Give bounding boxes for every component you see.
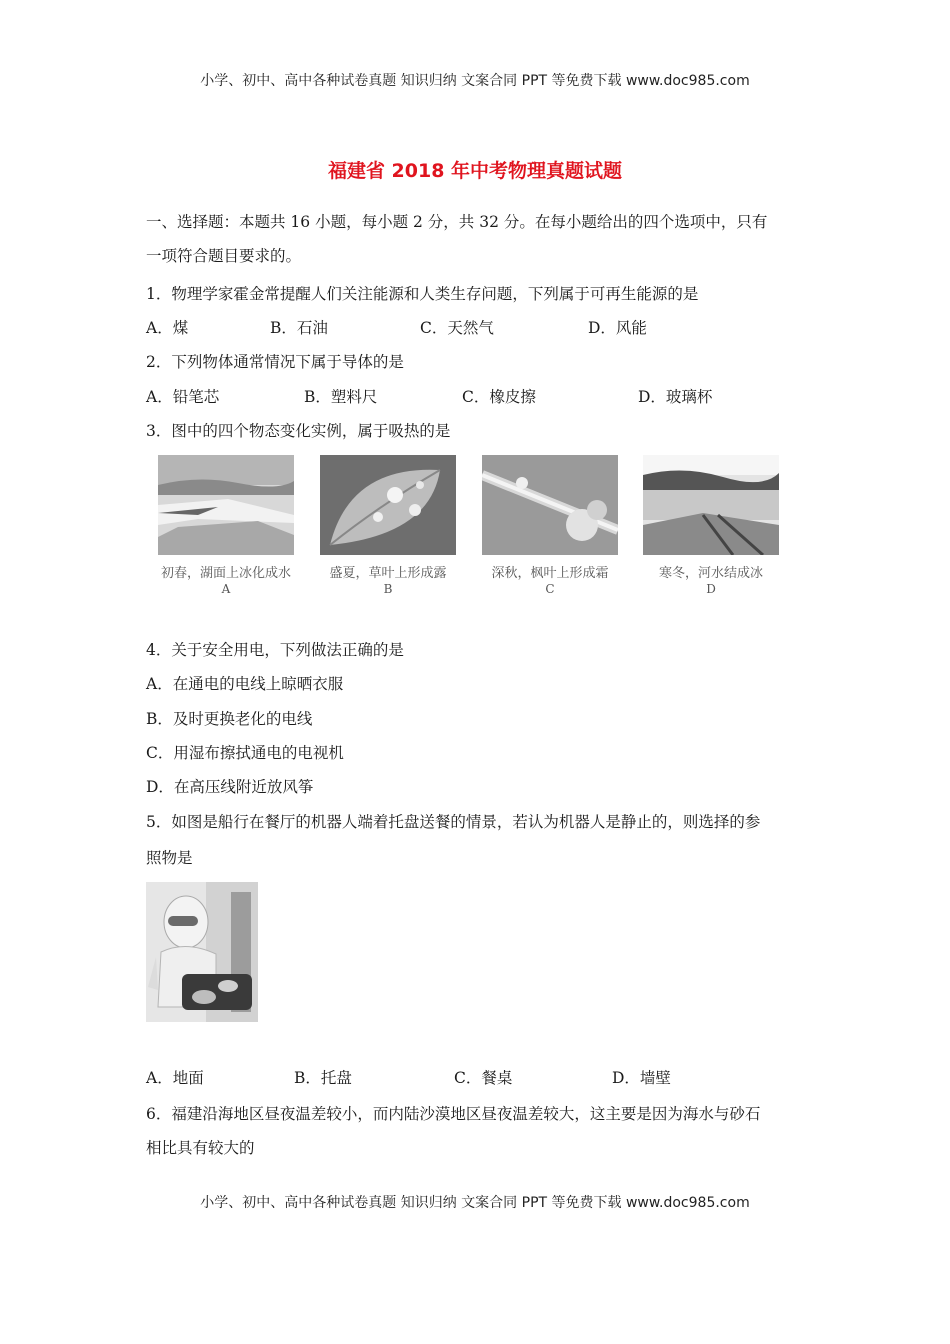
question-2-option-c: C．橡皮擦 — [462, 388, 536, 406]
photo-serving-robot — [146, 882, 258, 1022]
question-1-option-d: D．风能 — [588, 319, 647, 337]
question-5-option-b: B．托盘 — [294, 1069, 352, 1087]
question-2-option-d: D．玻璃杯 — [638, 388, 713, 406]
caption-letter-c: C — [545, 582, 555, 596]
question-5-stem-line-2: 照物是 — [146, 849, 193, 867]
caption-b: 盛夏，草叶上形成露 — [329, 566, 447, 581]
question-1-stem: 1．物理学家霍金常提醒人们关注能源和人类生存问题，下列属于可再生能源的是 — [146, 285, 699, 303]
page-footer-banner: 小学、初中、高中各种试卷真题 知识归纳 文案合同 PPT 等免费下载 www.doc985.com — [200, 1195, 750, 1211]
question-2-option-b: B．塑料尺 — [304, 388, 378, 406]
photo-river-freezing — [643, 455, 779, 555]
caption-letter-b: B — [383, 582, 393, 596]
caption-c: 深秋，枫叶上形成霜 — [491, 566, 609, 581]
question-6-stem-line-1: 6．福建沿海地区昼夜温差较小，而内陆沙漠地区昼夜温差较大，这主要是因为海水与砂石 — [146, 1105, 761, 1123]
caption-letter-a: A — [221, 582, 231, 596]
caption-letter-d: D — [706, 582, 716, 596]
question-4-option-b: B．及时更换老化的电线 — [146, 710, 313, 728]
question-2-stem: 2．下列物体通常情况下属于导体的是 — [146, 353, 404, 371]
question-1-option-a: A．煤 — [146, 319, 189, 337]
question-4-option-d: D．在高压线附近放风筝 — [146, 778, 314, 796]
question-4-stem: 4．关于安全用电，下列做法正确的是 — [146, 641, 404, 659]
question-5-option-d: D．墙壁 — [612, 1069, 671, 1087]
question-5-option-a: A．地面 — [146, 1069, 204, 1087]
question-6-stem-line-2: 相比具有较大的 — [146, 1139, 255, 1157]
photo-ice-melting — [158, 455, 294, 555]
question-4-option-a: A．在通电的电线上晾晒衣服 — [146, 675, 344, 693]
page-header-banner: 小学、初中、高中各种试卷真题 知识归纳 文案合同 PPT 等免费下载 www.doc985.com — [200, 73, 750, 89]
exam-title: 福建省 2018 年中考物理真题试题 — [327, 160, 623, 182]
question-5-stem-line-1: 5．如图是船行在餐厅的机器人端着托盘送餐的情景，若认为机器人是静止的，则选择的参 — [146, 813, 761, 831]
section-instructions-line-2: 一项符合题目要求的。 — [146, 247, 302, 265]
photo-dew-on-leaf — [320, 455, 456, 555]
question-1-option-c: C．天然气 — [420, 319, 494, 337]
photo-frost-on-leaf — [482, 455, 618, 555]
section-instructions-line-1: 一、选择题：本题共 16 小题，每小题 2 分，共 32 分。在每小题给出的四个选项中，只有 — [146, 213, 768, 231]
question-3-stem: 3．图中的四个物态变化实例，属于吸热的是 — [146, 422, 451, 440]
caption-d: 寒冬，河水结成冰 — [658, 566, 763, 581]
question-1-option-b: B．石油 — [270, 319, 328, 337]
question-2-option-a: A．铅笔芯 — [146, 388, 220, 406]
question-4-option-c: C．用湿布擦拭通电的电视机 — [146, 744, 344, 762]
question-5-option-c: C．餐桌 — [454, 1069, 513, 1087]
caption-a: 初春，湖面上冰化成水 — [160, 566, 291, 581]
